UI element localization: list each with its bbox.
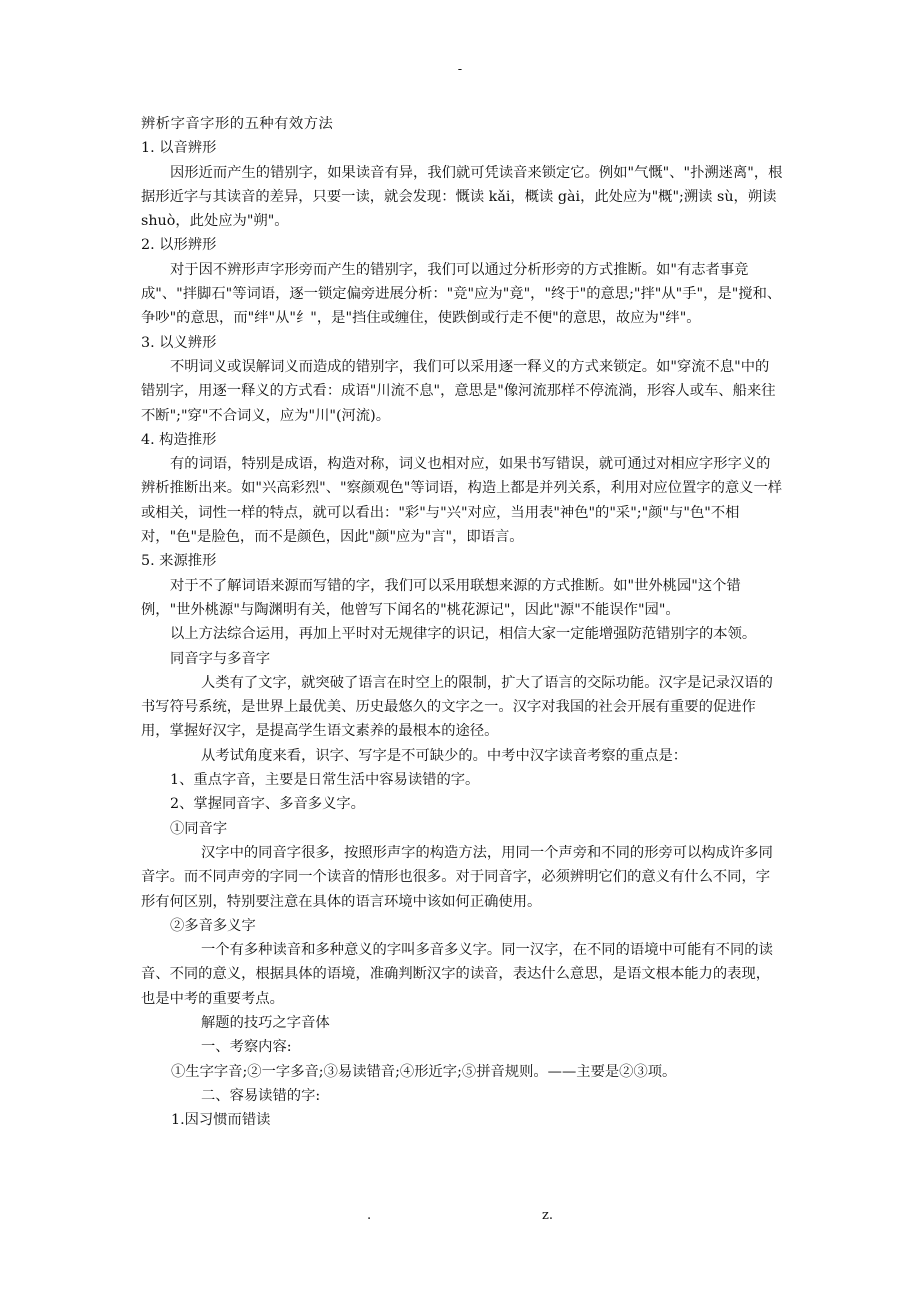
tongyin-body: 汉字中的同音字很多，按照形声字的构造方法，用同一个声旁和不同的形旁可以构成许多同音字。而不同声旁的字同一个读音的情形也很多。对于同音字，必须辨明它们的意义有什么不同，字形有何区别，特别要注意在具体的语言环境中该如何正确使用。 [141,844,773,910]
section-3-heading: 3. 以义辨形 [141,334,217,351]
section-1-heading: 1. 以音辨形 [141,140,217,157]
part2-exam: 从考试角度来看，识字、写字是不可缺少的。中考中汉字读音考察的重点是： [201,747,688,764]
part2-title: 同音字与多音字 [170,650,271,667]
section-2-heading: 2. 以形辨形 [141,237,217,254]
part3-sub-1: 一、考察内容: [201,1039,292,1056]
part3-sub-2: 二、容易读错的字: [201,1087,321,1104]
section-4-body: 有的词语，特别是成语，构造对称，词义也相对应，如果书写错误，就可通过对相应字形字义的辨析推断出来。如"兴高彩烈"、"察颜观色"等词语，构造上都是并列关系，利用对应位置字的意义一样或相关，词性一样的特点，就可以看出："彩"与"兴"对应，当用表"神色"的"采";"颜"与"色"不相对，"色"是脸色，而不是颜色，因此"颜"应为"言"，即语言。 [141,456,783,546]
part3-sub-3: 1.因习惯而错读 [171,1112,271,1129]
section-5-heading: 5. 来源推形 [141,553,217,570]
footer-left-mark: . [367,1208,372,1223]
tongyin-heading: ①同音字 [170,820,228,837]
section-4-heading: 4. 构造推形 [141,431,217,448]
duoyin-heading: ②多音多义字 [170,917,256,934]
part3-title: 解题的技巧之字音体 [201,1014,330,1031]
section-5-body: 对于不了解词语来源而写错的字，我们可以采用联想来源的方式推断。如"世外桃园"这个错例，"世外桃源"与陶渊明有关，他曾写下闻名的"桃花源记"，因此"源"不能误作"园"。 [141,577,741,618]
summary-paragraph: 以上方法综合运用，再加上平时对无规律字的识记，相信大家一定能增强防范错别字的本领。 [170,626,757,643]
part3-items: ①生字字音;②一字多音;③易读错音;④形近字;⑤拼音规则。——主要是②③项。 [171,1063,677,1080]
part2-point-1: 1、重点字音，主要是日常生活中容易读错的字。 [170,772,480,789]
footer-right-mark: z. [542,1208,553,1223]
duoyin-body: 一个有多种读音和多种意义的字叫多音多义字。同一汉字，在不同的语境中可能有不同的读音、不同的意义，根据具体的语境，准确判断汉字的读音，表达什么意思，是语文根本能力的表现，也是中考的重要考点。 [141,942,773,1007]
part2-point-2: 2、掌握同音字、多音多义字。 [170,796,365,813]
document-body [141,112,783,1132]
document-title: 辨析字音字形的五种有效方法 [141,116,334,132]
section-2-body: 对于因不辨形声字形旁而产生的错别字，我们可以通过分析形旁的方式推断。如"有志者事竞成"、"拌脚石"等词语，逐一锁定偏旁进展分析："竞"应为"竟"，"终于"的意思;"拌"从"手"，是"搅和、争吵"的意思，而"绊"从"纟"，是"挡住或缠住，使跌倒或行走不便"的意思，故应为"绊"。 [141,261,782,327]
section-3-body: 不明词义或误解词义而造成的错别字，我们可以采用逐一释义的方式来锁定。如"穿流不息"中的错别字，用逐一释义的方式看：成语"川流不息"，意思是"像河流那样不停流淌，形容人或车、船来往不断";"穿"不合词义，应为"川"(河流)。 [141,358,776,424]
section-1-body: 因形近而产生的错别字，如果读音有异，我们就可凭读音来锁定它。例如"气慨"、"扑溯迷离"，根据形近字与其读音的差异，只要一读，就会发现：慨读 kǎi，概读 gài，此处应为"概";溯读 sù，朔读 shuò，此处应为"朔"。 [141,164,783,230]
header-mark: - [457,62,463,77]
part2-intro: 人类有了文字，就突破了语言在时空上的限制，扩大了语言的交际功能。汉字是记录汉语的书写符号系统，是世界上最优美、历史最悠久的文字之一。汉字对我国的社会开展有重要的促进作用，掌握好汉字，是提高学生语文素养的最根本的途径。 [141,674,773,740]
